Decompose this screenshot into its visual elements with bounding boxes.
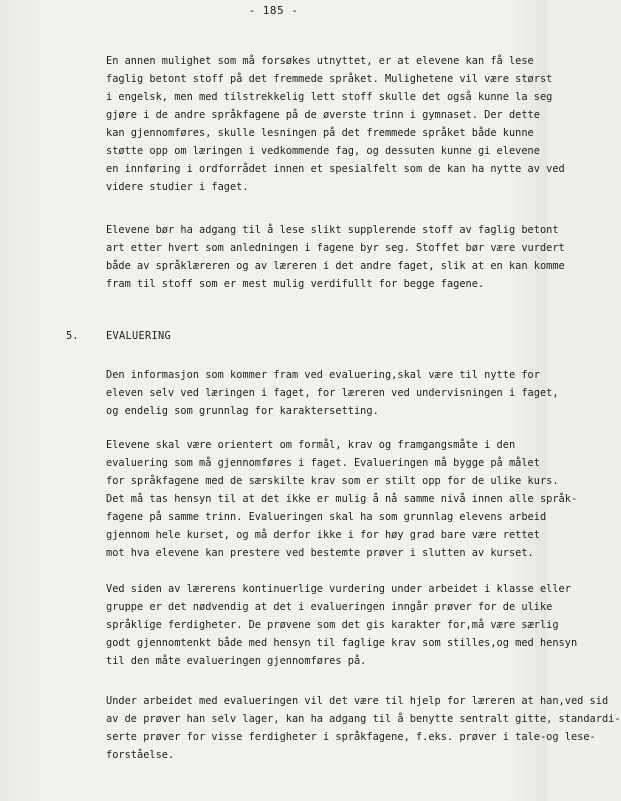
text-line: språklige ferdigheter. De prøvene som det gis karakter for,må være særlig [106, 619, 559, 631]
text-line: art etter hvert som anledningen i fagene byr seg. Stoffet bør være vurdert [106, 242, 565, 254]
paragraph-6 [106, 692, 621, 764]
text-line: gjøre i de andre språkfagene på de øverste trinn i gymnaset. Der dette [106, 109, 540, 121]
text-line: gjennom hele kurset, og må derfor ikke i for høy grad bare være rettet [106, 529, 540, 541]
paragraph-4 [106, 436, 578, 562]
text-line: En annen mulighet som må forsøkes utnyttet, er at elevene kan få lese [106, 55, 534, 67]
text-line: faglig betont stoff på det fremmede språket. Mulighetene vil være størst [106, 73, 553, 85]
paragraph-5 [106, 580, 578, 670]
text-line: Under arbeidet med evalueringen vil det være til hjelp for læreren at han,ved sid [106, 695, 609, 707]
paragraph-1 [106, 52, 565, 196]
text-line: støtte opp om læringen i vedkommende fag, og dessuten kunne gi elevene [106, 145, 540, 157]
text-line: og endelig som grunnlag for karaktersetting. [106, 405, 379, 417]
text-line: forståelse. [106, 749, 175, 761]
text-line: Elevene skal være orientert om formål, krav og framgangsmåte i den [106, 439, 516, 451]
text-line: eleven selv ved læringen i faget, for læreren ved undervisningen i faget, [106, 387, 559, 399]
text-line: en innføring i ordforrådet innen et spesialfelt som de kan ha nytte av ved [106, 163, 565, 175]
section-title: EVALUERING [106, 330, 171, 342]
text-line: videre studier i faget. [106, 181, 249, 193]
text-line: Elevene bør ha adgang til å lese slikt supplerende stoff av faglig betont [106, 224, 559, 236]
text-line: fram til stoff som er mest mulig verdifullt for begge fagene. [106, 278, 485, 290]
text-line: av de prøver han selv lager, kan ha adgang til å benytte sentralt gitte, standardi- [106, 713, 621, 725]
text-line: kan gjennomføres, skulle lesningen på det fremmede språket både kunne [106, 127, 534, 139]
paragraph-3 [106, 366, 559, 420]
text-line: evaluering som må gjennomføres i faget. Evalueringen må bygge på målet [106, 457, 540, 469]
text-line: Ved siden av lærerens kontinuerlige vurdering under arbeidet i klasse eller [106, 583, 571, 595]
text-line: for språkfagene med de særskilte krav som er stilt opp for de ulike kurs. [106, 475, 559, 487]
text-line: Det må tas hensyn til at det ikke er mulig å nå samme nivå innen alle språk- [106, 493, 578, 505]
text-line: fagene på samme trinn. Evalueringen skal ha som grunnlag elevens arbeid [106, 511, 547, 523]
text-line: både av språklæreren og av læreren i det andre faget, slik at en kan komme [106, 260, 565, 272]
text-line: gruppe er det nødvendig at det i evalueringen inngår prøver for de ulike [106, 601, 553, 613]
text-line: mot hva elevene kan prestere ved bestemte prøver i slutten av kurset. [106, 547, 534, 559]
text-line: serte prøver for visse ferdigheter i språkfagene, f.eks. prøver i tale-og lese- [106, 731, 596, 743]
section-number: 5. [66, 330, 79, 342]
text-line: Den informasjon som kommer fram ved evaluering,skal være til nytte for [106, 369, 540, 381]
text-line: godt gjennomtenkt både med hensyn til faglige krav som stilles,og med hensyn [106, 637, 578, 649]
page-number: - 185 - [248, 4, 299, 17]
text-line: i engelsk, men med tilstrekkelig lett stoff skulle det også kunne la seg [106, 91, 553, 103]
text-line: til den måte evalueringen gjennomføres på. [106, 655, 367, 667]
paragraph-2 [106, 221, 565, 293]
